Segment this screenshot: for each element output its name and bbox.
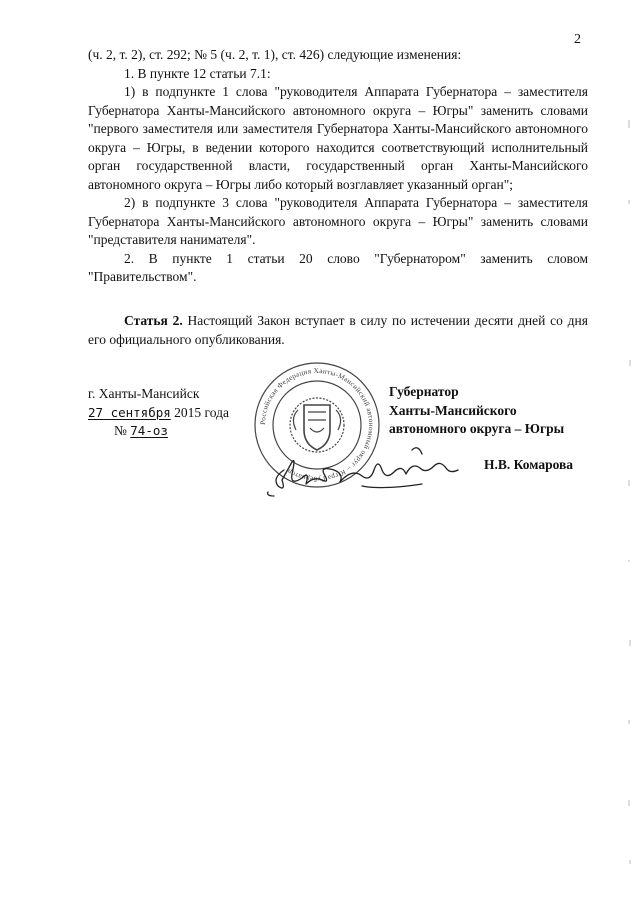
handwritten-signature [262,440,472,498]
seal-ring-text: Российская Федерация Ханты-Мансийский автономный округ – Югра Губернатор [258,366,376,484]
date-year: 2015 года [170,404,229,420]
governor-title-line-1: Губернатор [389,384,459,399]
article-2-text: Настоящий Закон вступает в силу по истечении десяти дней со дня его официального опубликования. [88,313,588,347]
article-2-heading: Статья 2. [124,313,183,328]
body-item-1-sub-1: 1) в подпункте 1 слова "руководителя Аппарата Губернатора – заместителя Губернатора Ханты-Мансийского автономного округа – Югры" заменить словами "первого заместителя или заместителя Губернатора Ханты-Мансийского автономного округа – Югры, в ведении которого находится соответствующий исполнительный орган государственной власти, государственный орган Ханты-Мансийского автономного округа – Югры либо который возглавляет указанный орган"; [88,84,588,192]
scan-margin-marks [624,0,634,905]
article-2 [88,312,588,349]
body-item-2: 2. В пункте 1 статьи 20 слово "Губернатором" заменить словом "Правительством". [88,250,588,284]
governor-title-line-2: Ханты-Мансийского [389,402,517,418]
body-item-1-sub-2: 2) в подпункте 3 слова "руководителя Аппарата Губернатора – заместителя Губернатора Ханты-Мансийского автономного округа – Югры" заменить словами "представителя нанимателя". [88,195,588,247]
governor-name: Н.В. Комарова [484,457,574,472]
seal-emblem-detail [308,412,326,432]
body-item-1: 1. В пункте 12 статьи 7.1: [124,65,271,81]
place-date-block [88,385,258,441]
law-number-prefix: № [114,423,131,438]
document-body [88,46,588,287]
governor-title-line-3: автономного округа – Югры [389,421,565,436]
handwritten-date: 27 сентября [88,404,171,420]
date-line [88,404,258,423]
body-intro: (ч. 2, т. 2), ст. 292; № 5 (ч. 2, т. 1), ст. 426) следующие изменения: [88,47,462,62]
city: г. Ханты-Мансийск [88,386,200,401]
page-number: 2 [574,32,581,47]
governor-title [389,383,599,439]
law-number-line [88,422,258,441]
handwritten-law-number: 74-оз [130,423,168,438]
